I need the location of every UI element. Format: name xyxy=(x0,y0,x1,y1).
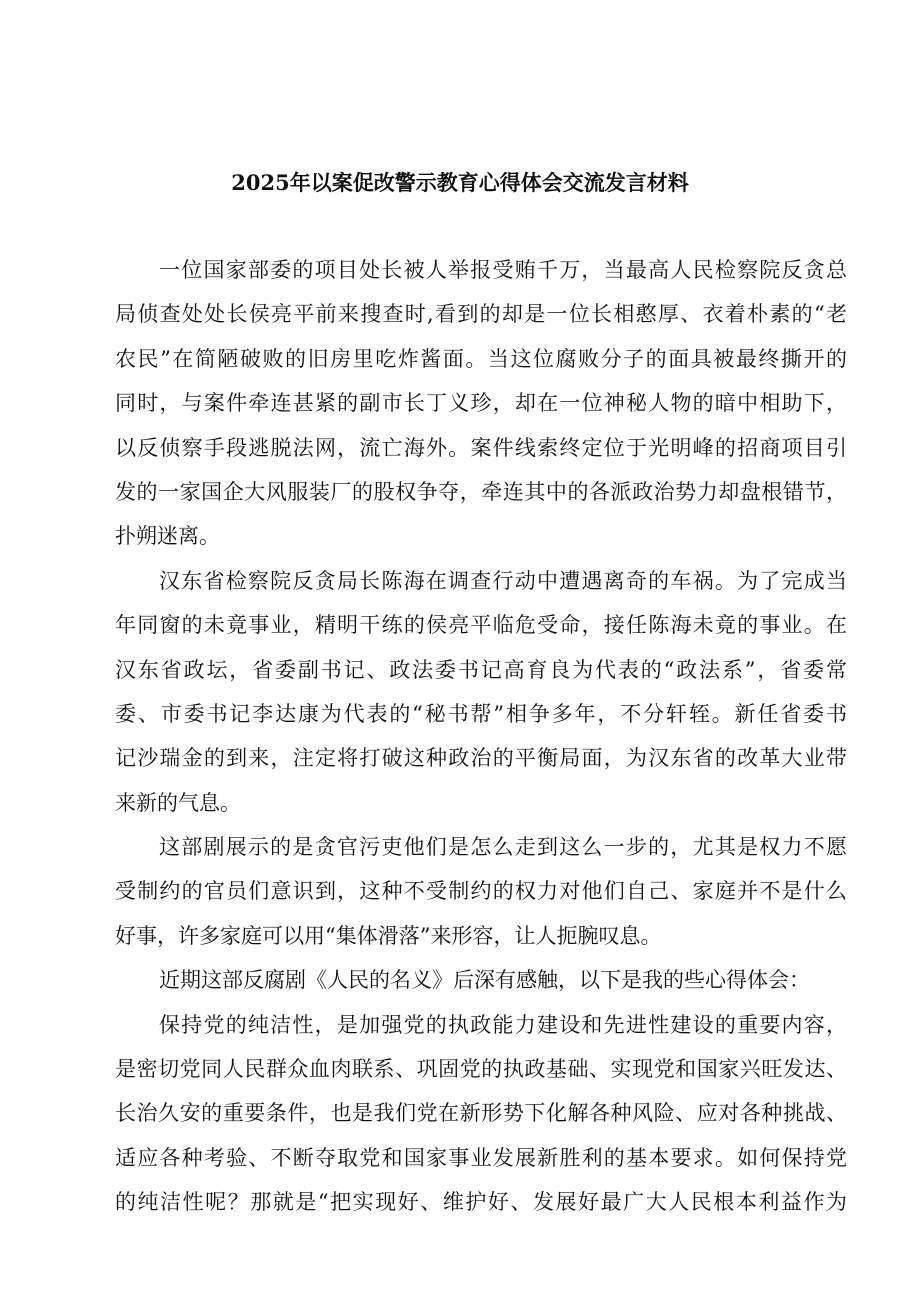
paragraph xyxy=(115,559,847,825)
text-line: 同时，与案件牵连甚紧的副市长丁义珍，却在一位神秘人物的暗中相助下， xyxy=(115,391,847,416)
paragraph xyxy=(115,825,847,958)
text-line: 好事，许多家庭可以用“集体滑落”来形容，让人扼腕叹息。 xyxy=(115,923,662,948)
text-line: 保持党的纯洁性，是加强党的执政能力建设和先进性建设的重要内容， xyxy=(159,1012,847,1037)
document-body xyxy=(115,248,847,1225)
text-line: 年同窗的未竟事业，精明干练的侯亮平临危受命，接任陈海未竟的事业。在 xyxy=(115,613,847,638)
text-line: 长治久安的重要条件，也是我们党在新形势下化解各种风险、应对各种挑战、 xyxy=(115,1101,847,1126)
text-line: 委、市委书记李达康为代表的“秘书帮”相争多年，不分轩轾。新任省委书 xyxy=(115,701,847,726)
text-line: 的纯洁性呢？那就是“把实现好、维护好、发展好最广大人民根本利益作为 xyxy=(115,1190,847,1215)
text-line: 适应各种考验、不断夺取党和国家事业发展新胜利的基本要求。如何保持党 xyxy=(115,1145,847,1170)
text-line: 这部剧展示的是贪官污吏他们是怎么走到这么一步的，尤其是权力不愿 xyxy=(159,835,847,860)
text-line: 近期这部反腐剧《人民的名义》后深有感触，以下是我的些心得体会： xyxy=(159,968,810,993)
text-line: 记沙瑞金的到来，注定将打破这种政治的平衡局面，为汉东省的改革大业带 xyxy=(115,746,847,771)
text-line: 局侦查处处长侯亮平前来搜查时,看到的却是一位长相憨厚、衣着朴素的“老 xyxy=(115,302,847,327)
text-line: 发的一家国企大风服装厂的股权争夺，牵连其中的各派政治势力却盘根错节， xyxy=(115,479,847,504)
text-line: 农民”在简陋破败的旧房里吃炸酱面。当这位腐败分子的面具被最终撕开的 xyxy=(115,346,847,371)
text-line: 扑朔迷离。 xyxy=(115,524,220,549)
text-line: 汉东省政坛，省委副书记、政法委书记高育良为代表的“政法系”，省委常 xyxy=(115,657,847,682)
paragraph xyxy=(115,958,847,1002)
text-line: 汉东省检察院反贪局长陈海在调查行动中遭遇离奇的车祸。为了完成当 xyxy=(159,568,847,593)
text-line: 是密切党同人民群众血肉联系、巩固党的执政基础、实现党和国家兴旺发达、 xyxy=(115,1057,847,1082)
text-line: 一位国家部委的项目处长被人举报受贿千万，当最高人民检察院反贪总 xyxy=(159,258,847,282)
text-line: 受制约的官员们意识到，这种不受制约的权力对他们自己、家庭并不是什么 xyxy=(115,879,847,904)
paragraph xyxy=(115,248,847,559)
document-title: 2025年以案促改警示教育心得体会交流发言材料 xyxy=(231,170,689,195)
text-line: 以反侦察手段逃脱法网，流亡海外。案件线索终定位于光明峰的招商项目引 xyxy=(115,435,847,460)
paragraph xyxy=(115,1003,847,1225)
text-line: 来新的气息。 xyxy=(115,790,241,815)
